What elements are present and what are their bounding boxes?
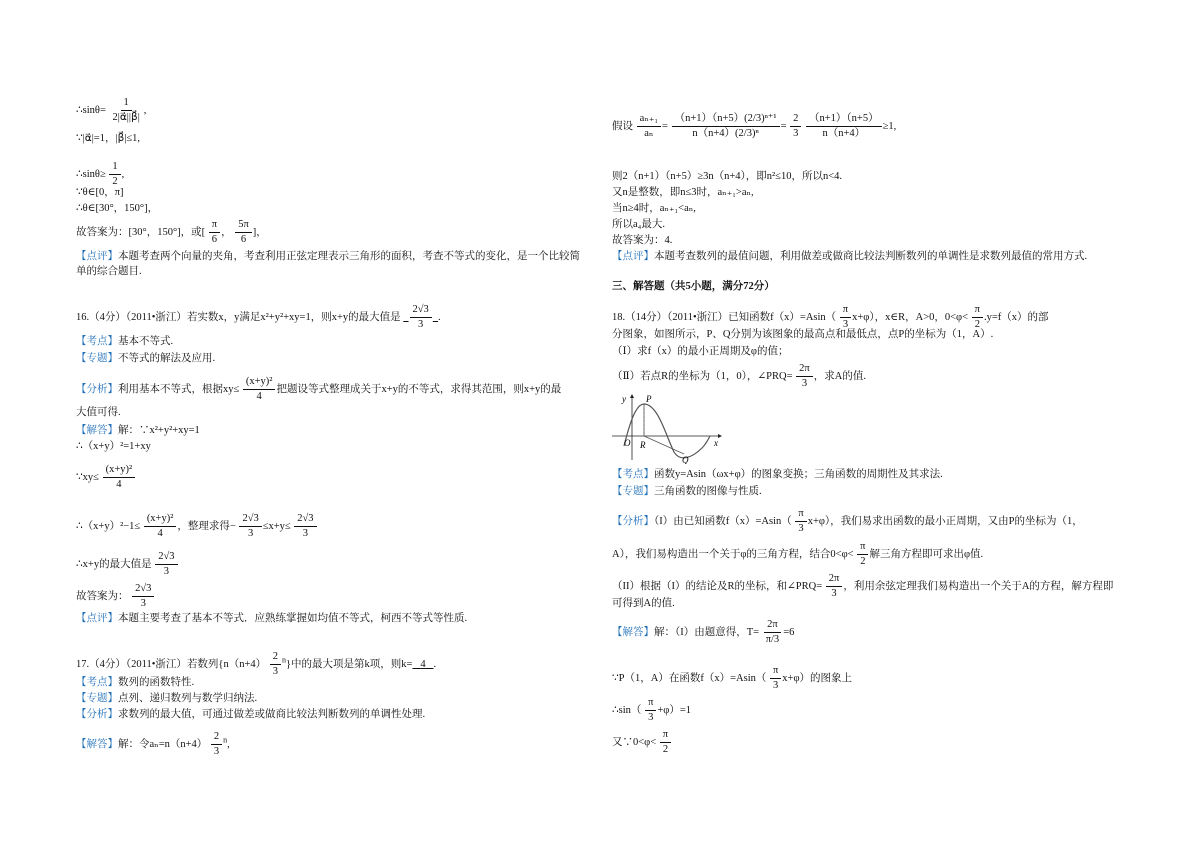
denominator: 3: [831, 588, 837, 599]
text: x+φ），我们易求出函数的最小正周期，又由P的坐标为（1，: [807, 515, 1083, 527]
denominator: 2: [860, 556, 866, 567]
text: ∴x+y的最大值是: [76, 558, 152, 570]
text: ，利用余弦定理我们易构造出一个关于A的方程，解方程即: [843, 580, 1114, 592]
q18-jieda-2: [612, 664, 852, 693]
tag: 【考点】: [76, 336, 118, 347]
numerator: 1: [121, 96, 132, 111]
fraction: [763, 618, 782, 647]
denominator: 3: [272, 666, 278, 677]
q18-part2: [612, 362, 866, 391]
q15-line5: ∴θ∈[30°，150°]，: [76, 203, 159, 214]
fraction: [637, 112, 661, 141]
numerator: π: [857, 540, 868, 555]
numerator: 2π: [826, 572, 843, 587]
q16-jieda-2: ∴（x+y）²=1+xy: [76, 441, 151, 452]
numerator: 2π: [764, 618, 781, 633]
text: （I）由已知函数f（x）=Asin（: [654, 515, 792, 527]
denominator: aₙ: [644, 128, 654, 139]
text: x+φ），x∈R，A>0，0<φ<: [852, 311, 969, 323]
text: ≤x+y≤: [262, 520, 291, 532]
fraction: [294, 512, 316, 541]
fraction: [660, 728, 671, 757]
q17-ratio-line: 假设 $\frac{\text{aₙ₊₁}}{\text{aₙ}}$ = $\frac{\text{（n+1）（n+5）(2/3)ⁿ⁺¹}}{\text{n（n+4）(2/3)ⁿ}}$ = $\frac{2}{3}$ $\frac{(n+1)(n+5)}{n(n+4)}$ ≥1,: [612, 113, 897, 139]
y-axis-arrow-icon: [630, 394, 634, 398]
q15-answer: 故答案为：[30°，150°]，或[ $\frac{\pi}{6}$ ， $\frac{5\pi}{6}$ ]，: [76, 219, 267, 245]
text: ∴sinθ≥: [76, 168, 106, 180]
denominator: 3: [842, 319, 849, 330]
denominator: 4: [116, 479, 122, 490]
text: 不等式的解法及应用.: [118, 353, 216, 364]
x-axis-arrow-icon: [718, 434, 722, 438]
text: ，整理求得−: [177, 520, 236, 532]
text: 点列、递归数列与数学归纳法.: [118, 693, 258, 704]
text: 函数y=Asin（ωx+φ）的图象变换；三角函数的周期性及其求法.: [654, 469, 943, 480]
tag: 【解答】: [612, 626, 654, 638]
fraction: [410, 303, 432, 332]
q15-line4: ∵θ∈[0，π]: [76, 187, 124, 198]
text: =6: [783, 626, 795, 638]
text: 17.（4分）（2011•浙江）若数列{n（n+4）: [76, 658, 267, 670]
text: x+φ）的图象上: [782, 672, 853, 684]
fraction: [155, 550, 177, 579]
numerator: 2π: [796, 362, 813, 377]
q16-fenxi-2: 大值可得.: [76, 407, 121, 418]
fraction: [770, 664, 781, 693]
text: 利用基本不等式，根据xy≤: [118, 383, 240, 395]
q16-head: 16.（4分）（2011•浙江）若实数x，y满足x²+y²+xy=1，则x+y的最大值是 $\frac{2√3}{3}$ .: [76, 304, 441, 330]
q17-jieda: 【解答】解：令aₙ=n（n+4） $\frac{2}{3}$ $^n$,: [76, 731, 230, 757]
o-label: O: [624, 438, 631, 448]
q17-head: 17.（4分）（2011•浙江）若数列{n（n+4） $\frac{2}{3}$ $^n$}中的最大项是第k项，则k= 4 .: [76, 651, 437, 677]
numerator: 5π: [235, 218, 252, 233]
tag: 【分析】: [612, 515, 654, 527]
numerator: (x+y)²: [243, 375, 276, 390]
denominator: 2: [662, 744, 669, 755]
denominator: 4: [256, 391, 262, 402]
numerator: 2: [790, 112, 801, 127]
q17-l4: 所以a₄最大.: [612, 219, 665, 230]
numerator: 2√3: [132, 582, 154, 597]
q18-fenxi-3: [612, 572, 1113, 601]
rq-segment: [644, 436, 684, 454]
q18-fenxi: [612, 507, 1083, 536]
numerator: 2√3: [239, 512, 261, 527]
q18-jieda-3: [612, 696, 691, 725]
q16-jieda-4: [76, 512, 318, 541]
q15-sin-line: ∴sinθ= $\frac{1}{2|\alpha⃗||\beta⃗|}$ ,: [76, 97, 147, 123]
sine-graph-figure: [608, 392, 724, 464]
fraction: [826, 572, 843, 601]
tag: 【解答】: [76, 425, 118, 436]
tag: 【点评】: [76, 613, 118, 624]
fraction: [109, 160, 120, 189]
fraction: [672, 112, 780, 141]
q15-line3: ∴sinθ≥ $\frac{1}{2}$ ,: [76, 161, 125, 187]
q18-zhuanti: [612, 485, 762, 499]
numerator: 2√3: [294, 512, 316, 527]
numerator: π: [770, 664, 781, 679]
q18-jieda: [612, 618, 794, 647]
text: }中的最大项是第k项，则k=: [286, 658, 413, 670]
q17-fenxi: [76, 708, 425, 722]
denominator: 3: [773, 680, 779, 691]
tag: 【考点】: [76, 677, 118, 688]
fraction: [270, 650, 281, 679]
numerator: π: [840, 303, 851, 318]
numerator: π: [209, 218, 220, 233]
q16-jieda-5: [76, 550, 179, 579]
text: 解：∵x²+y²+xy=1: [118, 425, 200, 436]
denominator: 3: [648, 712, 654, 723]
q15-comment: [76, 250, 580, 264]
q17-l3: 当n≥4时，aₙ₊₁<aₙ,: [612, 203, 696, 214]
tag: 【点评】: [612, 251, 654, 262]
numerator: （n+1）（n+5）(2/3)ⁿ⁺¹: [672, 112, 780, 127]
fraction: [209, 218, 220, 247]
numerator: 1: [109, 160, 120, 175]
fraction: [243, 375, 276, 404]
text: ∴（x+y）²−1≤: [76, 520, 141, 532]
q16-dianping: [76, 612, 467, 626]
fraction: [790, 112, 801, 141]
tag: 【专题】: [612, 486, 654, 497]
q18-fenxi-2: [612, 540, 983, 569]
denominator: π/3: [765, 634, 780, 645]
text: 把题设等式整理成关于x+y的不等式，求得其范围，则x+y的最: [276, 383, 562, 395]
q16-answer: [76, 582, 155, 611]
p-label: P: [646, 394, 652, 404]
q15-comment-2: 单的综合题目.: [76, 266, 142, 277]
tag: 【专题】: [76, 353, 118, 364]
numerator: (x+y)²: [103, 463, 136, 478]
text: +φ）=1: [657, 704, 692, 716]
numerator: (x+y)²: [144, 512, 177, 527]
text: 又∵0<φ<: [612, 736, 657, 748]
text: A），我们易构造出一个关于φ的三角方程，结合0<φ<: [612, 548, 854, 560]
tag: 【考点】: [612, 469, 654, 480]
q18-kaodian: [612, 468, 943, 482]
numerator: 2√3: [155, 550, 177, 565]
denominator: 6: [240, 234, 247, 245]
numerator: （n+1）（n+5）: [806, 112, 882, 127]
text: ∴sinθ=: [76, 104, 106, 116]
text: 故答案为：[30°，150°]，或[: [76, 226, 206, 238]
denominator: n（n+4）: [822, 128, 866, 139]
q15-line2: ∵|α⃗|=1，|β⃗|≤1,: [76, 133, 141, 144]
text: 本题主要考查了基本不等式．应熟练掌握如均值不等式，柯西不等式等性质.: [118, 613, 468, 624]
answer: 4: [420, 658, 426, 670]
fraction: [103, 463, 136, 492]
q17-l5: 故答案为：4.: [612, 235, 673, 246]
q17-kaodian: [76, 676, 194, 690]
fraction: [796, 362, 813, 391]
q17-zhuanti: [76, 692, 257, 706]
numerator: 2√3: [410, 303, 432, 318]
q16-kaodian: [76, 335, 173, 349]
tag: 【分析】: [76, 709, 118, 720]
text: （II）根据（I）的结论及R的坐标，和∠PRQ=: [612, 580, 823, 592]
text: 求数列的最大值，可通过做差或做商比较法判断数列的单调性处理.: [118, 709, 426, 720]
text: 故答案为：: [76, 590, 129, 602]
numerator: π: [645, 696, 656, 711]
section-heading: 三、解答题（共5小题，满分72分）: [612, 281, 775, 292]
text: ∵P（1，A）在函数f（x）=Asin（: [612, 672, 767, 684]
text: 本题考查两个向量的夹角，考查利用正弦定理表示三角形的面积，考查不等式的变化，是一个比较简: [118, 251, 580, 262]
text: ，求A的值.: [813, 370, 866, 382]
denominator: 3: [302, 528, 309, 539]
r-label: R: [640, 440, 646, 450]
denominator: 3: [801, 378, 808, 389]
q-label: Q: [682, 455, 689, 464]
denominator: 3: [418, 319, 424, 330]
denominator: 2: [974, 319, 980, 330]
fraction: [211, 730, 222, 759]
fraction: [132, 582, 154, 611]
text: 16.（4分）（2011•浙江）若实数x，y满足x²+y²+xy=1，则x+y的最大值是: [76, 311, 401, 323]
fraction: [795, 507, 806, 536]
denominator: 3: [798, 523, 804, 534]
text: ∴sin（: [612, 704, 642, 716]
denominator: 3: [793, 128, 799, 139]
text: 数列的函数特性.: [118, 677, 195, 688]
q16-jieda-3: [76, 463, 136, 492]
tag: 【分析】: [76, 383, 118, 395]
y-label: y: [622, 394, 626, 404]
numerator: π: [795, 507, 806, 522]
q16-jieda: [76, 424, 200, 438]
fraction: [235, 218, 252, 247]
q17-l2: 又n是整数，即n≤3时，aₙ₊₁>aₙ,: [612, 187, 754, 198]
fraction: [806, 112, 882, 141]
fraction: [645, 696, 656, 725]
q17-dianping: [612, 250, 1087, 264]
text: =: [662, 120, 668, 132]
q18-part1: （Ⅰ）求f（x）的最小正周期及φ的值；: [612, 346, 789, 357]
fraction: [857, 540, 868, 569]
tag: 【专题】: [76, 693, 118, 704]
q18-head-2: 分图象，如图所示，P、Q分别为该图象的最高点和最低点，点P的坐标为（1，A）.: [612, 329, 994, 340]
q18-fenxi-4: 可得到A的值.: [612, 598, 675, 609]
tag: 【解答】: [76, 738, 118, 750]
numerator: 2: [270, 650, 281, 665]
numerator: aₙ₊₁: [637, 112, 661, 127]
numerator: π: [972, 303, 983, 318]
fraction: [110, 96, 143, 125]
denominator: 4: [157, 528, 163, 539]
text: 解三角方程即可求出φ值.: [869, 548, 984, 560]
text: 基本不等式.: [118, 336, 174, 347]
text: ≥1,: [882, 120, 897, 132]
denominator: 3: [247, 528, 254, 539]
fraction: [239, 512, 261, 541]
text: .y=f（x）的部: [983, 311, 1049, 323]
sine-curve: [624, 404, 710, 458]
comment-tag: 【点评】: [76, 251, 118, 262]
denominator: 2|α⃗||β⃗|: [112, 112, 140, 123]
text: 解：（I）由题意得，T=: [654, 626, 760, 638]
denominator: 3: [213, 746, 220, 757]
text: （Ⅱ）若点R的坐标为（1，0），∠PRQ=: [612, 370, 793, 382]
text: 解：令aₙ=n（n+4）: [118, 738, 208, 750]
q16-fenxi: [76, 375, 561, 404]
numerator: 2: [211, 730, 222, 745]
x-label: x: [714, 438, 718, 448]
fraction: [144, 512, 177, 541]
q16-zhuanti: [76, 352, 215, 366]
text: 18.（14分）（2011•浙江）已知函数f（x）=Asin（: [612, 311, 837, 323]
text: 本题考查数列的最值问题，利用做差或做商比较法判断数列的单调性是求数列最值的常用方式.: [654, 251, 1088, 262]
answer-blank: [412, 659, 433, 670]
text: 假设: [612, 120, 633, 132]
numerator: π: [660, 728, 671, 743]
text: ∵xy≤: [76, 471, 99, 483]
denominator: 3: [140, 598, 146, 609]
text: 三角函数的图像与性质.: [654, 486, 762, 497]
q18-jieda-4: [612, 728, 672, 757]
denominator: 6: [211, 234, 218, 245]
q17-l1: 则2（n+1）（n+5）≥3n（n+4），即n²≤10，所以n<4.: [612, 171, 842, 182]
answer-blank: [403, 304, 438, 330]
denominator: 3: [163, 566, 169, 577]
denominator: 2: [112, 176, 118, 187]
denominator: n（n+4）(2/3)ⁿ: [692, 128, 759, 139]
